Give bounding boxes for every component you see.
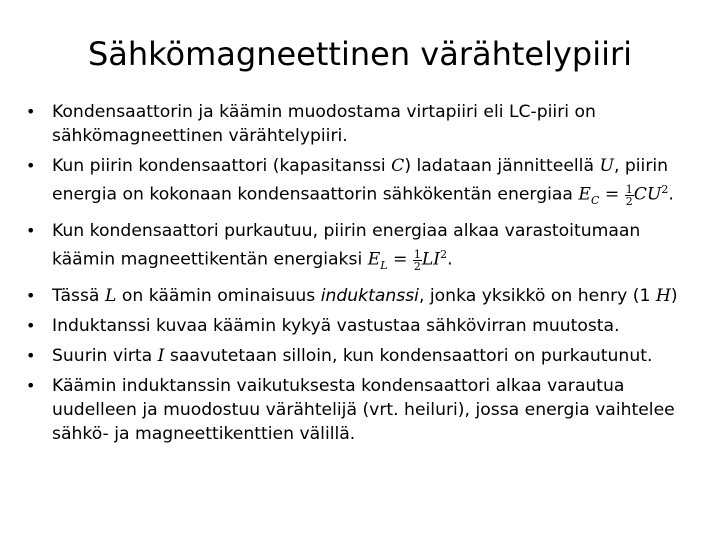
bullet-text: . — [668, 184, 674, 205]
math-subscript: C — [590, 194, 600, 208]
math-var: E — [367, 249, 381, 270]
bullet-marker: • — [26, 316, 36, 336]
math-var: U — [599, 156, 614, 176]
bullet-text: ) — [670, 286, 678, 307]
math-var: CU — [633, 184, 662, 205]
bullet-item — [26, 374, 706, 446]
bullet-item — [26, 154, 706, 213]
bullet-marker: • — [26, 102, 36, 121]
emphasized-term: induktanssi — [320, 286, 419, 307]
fraction-denominator: 2 — [625, 194, 633, 208]
bullet-item — [26, 344, 706, 368]
math-var: E — [578, 184, 591, 205]
bullet-marker: • — [26, 221, 36, 241]
math-var: L — [104, 286, 117, 307]
bullet-text: Kun kondensaattori purkautuu, piirin energiaa alkaa varastoitumaan käämin magneettikentän energiaksi — [52, 221, 641, 270]
math-var: I — [157, 346, 165, 367]
bullet-text: Käämin induktanssin vaikutuksesta kondensaattori alkaa varautua uudelleen ja muodostuu värähtelijä (vrt. heiluri), jossa energia vaihtelee sähkö- ja magneettikenttien välillä. — [52, 376, 675, 445]
bullet-item — [26, 314, 706, 338]
math-var: C — [391, 156, 405, 176]
bullet-text: on käämin ominaisuus — [116, 286, 321, 307]
math-superscript: 2 — [440, 248, 448, 262]
fraction-denominator: 2 — [413, 259, 421, 273]
math-subscript: L — [380, 259, 388, 273]
fraction-numerator: 1 — [625, 182, 633, 196]
bullet-text: Suurin virta — [52, 346, 158, 367]
bullet-text: Kondensaattorin ja käämin muodostama virtapiiri eli LC-piiri on sähkömagneettinen värähtelypiiri. — [52, 102, 596, 146]
bullet-item — [26, 100, 706, 148]
bullet-marker: • — [26, 376, 36, 396]
bullet-text: , jonka yksikkö on henry (1 — [418, 286, 656, 307]
bullet-text: . — [447, 249, 453, 270]
math-var: H — [655, 286, 671, 307]
math-operator: = — [387, 249, 413, 270]
bullet-item — [26, 219, 706, 278]
math-superscript: 2 — [661, 183, 669, 196]
bullet-text: ) ladataan jännitteellä — [404, 156, 600, 176]
bullet-marker: • — [26, 286, 36, 306]
math-operator: = — [599, 184, 625, 205]
slide-title: Sähkömagneettinen värähtelypiiri — [87, 35, 633, 73]
bullet-marker: • — [26, 346, 36, 366]
bullet-text: Kun piirin kondensaattori (kapasitanssi — [52, 156, 392, 176]
bullet-list — [26, 100, 706, 452]
math-fraction — [625, 184, 634, 207]
bullet-text: saavutetaan silloin, kun kondensaattori on purkautunut. — [164, 346, 653, 367]
bullet-item — [26, 284, 706, 308]
fraction-numerator: 1 — [413, 247, 421, 261]
math-var: LI — [421, 249, 441, 270]
bullet-text: Tässä — [52, 286, 105, 307]
math-fraction — [413, 249, 422, 272]
bullet-text: , piirin energia on kokonaan kondensaattorin sähkökentän energiaa — [52, 156, 669, 205]
bullet-marker: • — [26, 156, 36, 175]
bullet-text: Induktanssi kuvaa käämin kykyä vastustaa sähkövirran muutosta. — [52, 316, 620, 337]
